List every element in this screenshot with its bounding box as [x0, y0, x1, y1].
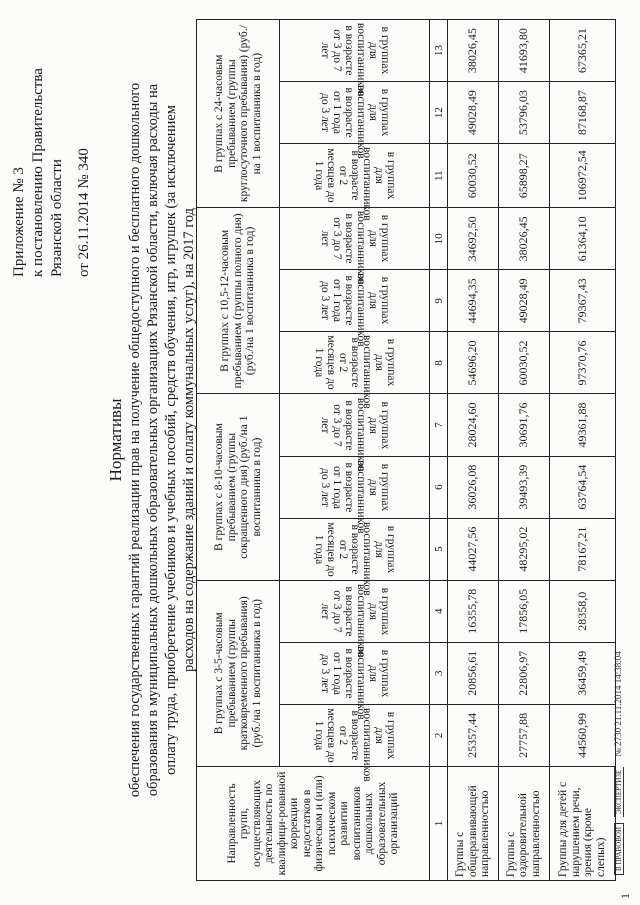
title-line-3: оплату труда, приобретение учебников и учебных пособий, средств обучения, игр, игрушек (за исключением — [163, 105, 179, 775]
table-cell: 49361,88 — [549, 394, 615, 456]
table-cell: 38026,45 — [448, 20, 499, 82]
table-cell: 16355,78 — [448, 580, 499, 642]
stamp-text: № 2730 21.11.2014 14:38:04 — [613, 651, 623, 757]
table-cell: 17856,05 — [498, 580, 549, 642]
table-cell: 61364,10 — [549, 208, 615, 270]
table-cell: 36459,49 — [549, 642, 615, 704]
appendix-line3: Рязанской области — [49, 159, 65, 277]
column-index: 8 — [430, 332, 448, 394]
age-header-g4-a3: в группах для воспитанников в возрасте от 3 до 7 лет — [280, 20, 430, 82]
age-header-g2-a3: в группах для воспитанников в возрасте от 3 до 7 лет — [280, 394, 430, 456]
column-index: 4 — [430, 580, 448, 642]
margin-mark: 1 — [618, 893, 632, 899]
table-row — [448, 20, 499, 881]
stamp-box-1: В ПРАВОВОЙ — [614, 823, 624, 875]
table-cell: 30691,76 — [498, 394, 549, 456]
appendix-block — [10, 17, 94, 277]
table-cell: 20856,61 — [448, 642, 499, 704]
column-index: 2 — [430, 704, 448, 766]
table-cell: 41693,80 — [498, 20, 549, 82]
age-header-g3-a1: в группах для воспитанников в возрасте от 2 месяцев до 1 года — [280, 332, 430, 394]
table-cell: 60030,52 — [498, 332, 549, 394]
table-cell: 22806,97 — [498, 642, 549, 704]
table-cell: 34692,50 — [448, 208, 499, 270]
stamp-box-2: ЭКСПЕРТИЗЕ — [614, 767, 624, 817]
table-cell: 38026,45 — [498, 208, 549, 270]
title-heading: Нормативы — [106, 398, 125, 482]
title-line-4: расходов на содержание зданий и оплату коммунальных услуг), на 2017 год — [181, 208, 197, 672]
table-cell: 28358,0 — [549, 580, 615, 642]
age-header-g2-a1: в группах для воспитанников в возрасте от 2 месяцев до 1 года — [280, 518, 430, 580]
table-cell: 39493,39 — [498, 456, 549, 518]
norms-table — [196, 19, 616, 881]
table-cell: 44560,99 — [549, 704, 615, 766]
age-header-g1-a1: в группах для воспитанников в возрасте от 2 месяцев до 1 года — [280, 704, 430, 766]
table-cell: 87168,87 — [549, 82, 615, 144]
registration-stamp — [613, 651, 624, 875]
column-index: 13 — [430, 20, 448, 82]
age-header-g3-a3: в группах для воспитанников в возрасте от 3 до 7 лет — [280, 208, 430, 270]
table-cell: 60030,52 — [448, 144, 499, 208]
column-index: 7 — [430, 394, 448, 456]
age-header-g1-a3: в группах для воспитанников в возрасте от 3 до 7 лет — [280, 580, 430, 642]
table-row — [549, 20, 615, 881]
column-index-row — [430, 20, 448, 881]
table-cell: 53796,03 — [498, 82, 549, 144]
table-cell: 54696,20 — [448, 332, 499, 394]
age-header-g3-a2: в группах для воспитанников в возрасте от 1 года до 3 лет — [280, 270, 430, 332]
column-index: 12 — [430, 82, 448, 144]
column-index: 11 — [430, 144, 448, 208]
column-index: 6 — [430, 456, 448, 518]
table-cell: 44027,56 — [448, 518, 499, 580]
table-cell: 49028,49 — [498, 270, 549, 332]
table-cell: 44694,35 — [448, 270, 499, 332]
table-cell: 36026,08 — [448, 456, 499, 518]
table-cell: 25357,44 — [448, 704, 499, 766]
row-label: Группы с оздоровительной направленностью — [498, 766, 549, 880]
group-header-short-stay: В группах с 3-5-часовым пребыванием (группы кратковременного пребывания) (руб./на 1 воспитанника в год) — [197, 580, 280, 766]
table-cell: 27757,88 — [498, 704, 549, 766]
table-cell: 67365,21 — [549, 20, 615, 82]
row-label: Группы для детей с нарушением речи, зрения (кроме слепых) — [549, 766, 615, 880]
table-row — [498, 20, 549, 881]
group-header-reduced-day: В группах с 8-10-часовым пребыванием (группы сокращенного дня) (руб./на 1 воспитанника в год) — [197, 394, 280, 580]
column-index: 3 — [430, 642, 448, 704]
table-cell: 63764,54 — [549, 456, 615, 518]
age-header-g1-a2: в группах для воспитанников в возрасте от 1 года до 3 лет — [280, 642, 430, 704]
group-header-full-day: В группах с 10,5-12-часовым пребыванием (группы полного дня) (руб./на 1 воспитанника в год) — [197, 208, 280, 394]
column-index: 10 — [430, 208, 448, 270]
age-header-g4-a1: в группах для воспитанников в возрасте от 2 месяцев до 1 года — [280, 144, 430, 208]
appendix-line2: к постановлению Правительства — [30, 68, 46, 277]
row-label: Группы с общеразвивающей направленностью — [448, 766, 499, 880]
table-cell: 97370,76 — [549, 332, 615, 394]
column-index: 1 — [430, 766, 448, 880]
document-title — [106, 15, 198, 865]
table-cell: 79367,43 — [549, 270, 615, 332]
age-header-g2-a2: в группах для воспитанников в возрасте от 1 года до 3 лет — [280, 456, 430, 518]
column-index: 5 — [430, 518, 448, 580]
table-cell: 106972,54 — [549, 144, 615, 208]
table-cell: 78167,21 — [549, 518, 615, 580]
table-cell: 48295,02 — [498, 518, 549, 580]
title-line-1: обеспечения государственных гарантий реализации прав на получение общедоступного и бесплатного дошкольного — [127, 82, 143, 798]
age-header-g4-a2: в группах для воспитанников в возрасте от 1 года до 3 лет — [280, 82, 430, 144]
table-cell: 28024,60 — [448, 394, 499, 456]
first-column-header: Направленность групп, осуществляющих деятельность по квалифици-рованной коррекции недостатков в физическом и (или) психическом развитии воспитанников дошкольных образовательных организаций — [197, 766, 430, 880]
appendix-line1: Приложение № 3 — [11, 167, 27, 277]
table-cell: 49028,49 — [448, 82, 499, 144]
table-cell: 65898,27 — [498, 144, 549, 208]
appendix-date-number: от 26.11.2014 № 340 — [76, 148, 92, 277]
column-index: 9 — [430, 270, 448, 332]
title-line-2: образования в муниципальных дошкольных образовательных организациях Рязанской области, включая расходы на — [145, 83, 161, 797]
group-header-24h: В группах с 24-часовым пребыванием (группы круглосуточного пребывания) (руб./на 1 воспитанника в год) — [197, 20, 280, 208]
